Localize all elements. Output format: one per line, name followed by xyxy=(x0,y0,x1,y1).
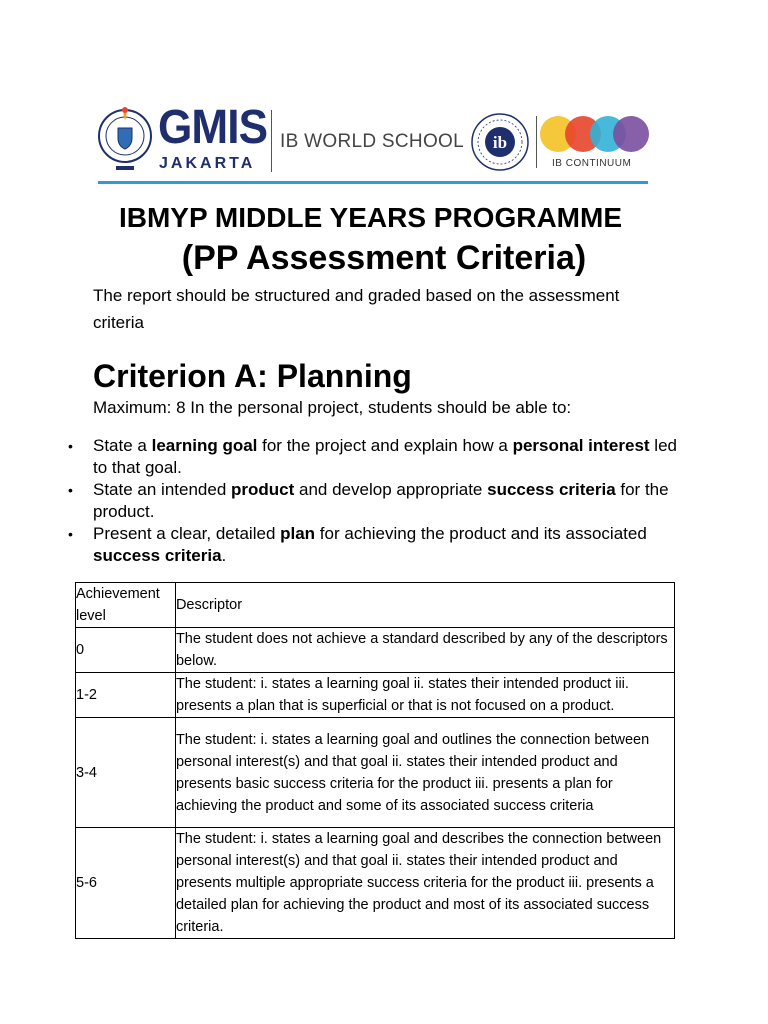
objective-item: • Present a clear, detailed plan for achieving the product and its associated success criteria. xyxy=(68,524,647,565)
school-header xyxy=(96,100,648,190)
svg-text:ib: ib xyxy=(492,133,508,152)
descriptor-cell: The student: i. states a learning goal ii. states their intended product iii. presents a plan that is superficial or that is not focused on a product. xyxy=(175,673,674,718)
level-cell: 1-2 xyxy=(76,673,176,718)
objective-item: • State an intended product and develop appropriate success criteria for the product. xyxy=(68,480,669,521)
logo-divider xyxy=(271,110,272,172)
table-row xyxy=(76,673,675,718)
table-header-row xyxy=(76,583,675,628)
ib-continuum-label: IB CONTINUUM xyxy=(552,158,632,169)
header-achievement-level: Achievement level xyxy=(76,583,176,628)
level-cell: 0 xyxy=(76,628,176,673)
level-cell: 3-4 xyxy=(76,718,176,828)
jakarta-wordmark: JAKARTA xyxy=(159,155,256,172)
programme-title: IBMYP MIDDLE YEARS PROGRAMME xyxy=(118,202,622,233)
ib-seal-logo xyxy=(470,112,530,172)
ib-continuum-circles-logo xyxy=(538,114,650,154)
criterion-heading: Criterion A: Planning xyxy=(93,358,412,394)
bullet-icon: • xyxy=(68,438,73,454)
table-row xyxy=(76,628,675,673)
bullet-icon: • xyxy=(68,526,73,542)
assessment-title: (PP Assessment Criteria) xyxy=(181,239,587,277)
descriptor-cell: The student: i. states a learning goal and describes the connection between personal interest(s) and that goal ii. states their intended product and presents multiple appropriate success criteria for the product iii. presents a detailed plan for achieving the product and most of its associated success criteria. xyxy=(175,828,674,939)
bullet-icon: • xyxy=(68,482,73,498)
objectives-list xyxy=(68,435,688,567)
ib-world-school-label: IB WORLD SCHOOL xyxy=(280,131,464,152)
header-descriptor: Descriptor xyxy=(175,583,674,628)
gmis-crest-logo xyxy=(96,102,154,174)
header-rule xyxy=(98,181,648,184)
table-row xyxy=(76,718,675,828)
descriptor-cell: The student does not achieve a standard described by any of the descriptors below. xyxy=(175,628,674,673)
gmis-wordmark: GMIS xyxy=(158,101,268,154)
table-row xyxy=(76,828,675,939)
ib-divider xyxy=(536,116,537,168)
level-cell: 5-6 xyxy=(76,828,176,939)
intro-text: The report should be structured and graded based on the assessment criteria xyxy=(93,286,620,332)
achievement-table xyxy=(75,582,675,939)
objective-item: • State a learning goal for the project and explain how a personal interest led to that goal. xyxy=(68,436,677,477)
criterion-maximum: Maximum: 8 In the personal project, students should be able to: xyxy=(93,398,572,417)
descriptor-cell: The student: i. states a learning goal and outlines the connection between personal interest(s) and that goal ii. states their intended product and presents basic success criteria for the product iii. presents a plan for achieving the product and some of its associated success criteria xyxy=(175,718,674,828)
